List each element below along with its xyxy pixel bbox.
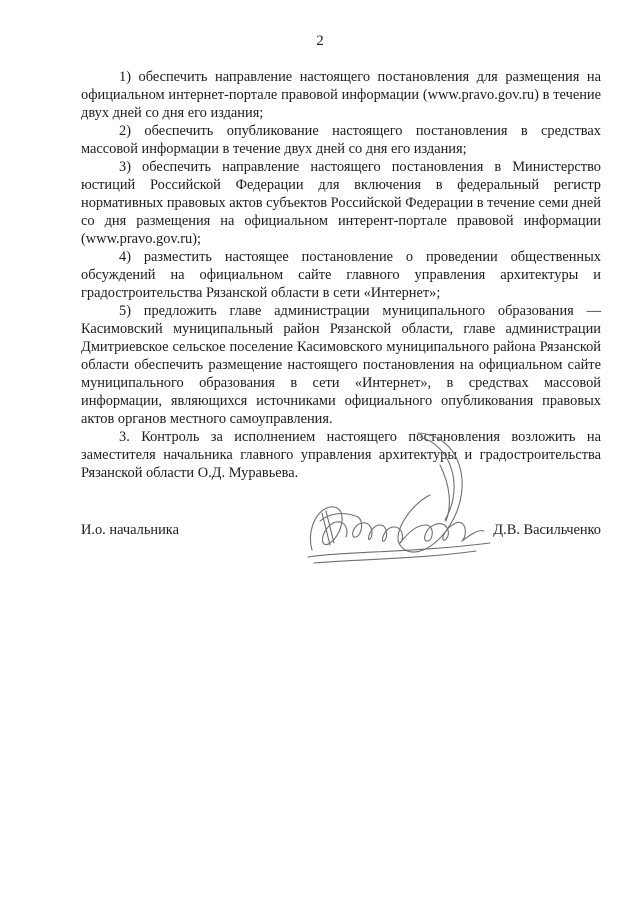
page-number: 2: [316, 33, 324, 49]
paragraph-item-2: 2) обеспечить опубликование настоящего постановления в средствах массовой информации в течение двух дней со дня его издания;: [81, 123, 601, 157]
paragraph-item-1: 1) обеспечить направление настоящего постановления для размещения на официальном интернет-портале правовой информации (www.pravo.gov.ru) в течение двух дней со дня его издания;: [81, 69, 601, 121]
signature-block: [81, 522, 601, 546]
document-body: [81, 68, 601, 482]
paragraph-control-clause: 3. Контроль за исполнением настоящего постановления возложить на заместителя начальника главного управления архитектуры и градостроительства Рязанской области О.Д. Муравьева.: [81, 429, 601, 481]
signatory-name: Д.В. Васильченко: [493, 522, 601, 538]
handwritten-signature: [300, 425, 500, 575]
paragraph-item-5: 5) предложить главе администрации муниципального образования — Касимовский муниципальный район Рязанской области, главе администрации Дмитриевское сельское поселение Касимовского муниципального района Рязанской области обеспечить размещение настоящего постановления на официальном сайте муниципального образования в сети «Интернет», в средствах массовой информации, являющихся источниками официального опубликования правовых актов органов местного самоуправления.: [81, 303, 601, 427]
paragraph-item-3: 3) обеспечить направление настоящего постановления в Министерство юстиций Российской Федерации для включения в федеральный регистр нормативных правовых актов субъектов Российской Федерации в течение семи дней со дня размещения на официальном интерент-портале правовой информации (www.pravo.gov.ru);: [81, 159, 601, 247]
paragraph-item-4: 4) разместить настоящее постановление о проведении общественных обсуждений на официальном сайте главного управления архитектуры и градостроительства Рязанской области в сети «Интернет»;: [81, 249, 601, 301]
signatory-position: И.о. начальника: [81, 522, 179, 538]
